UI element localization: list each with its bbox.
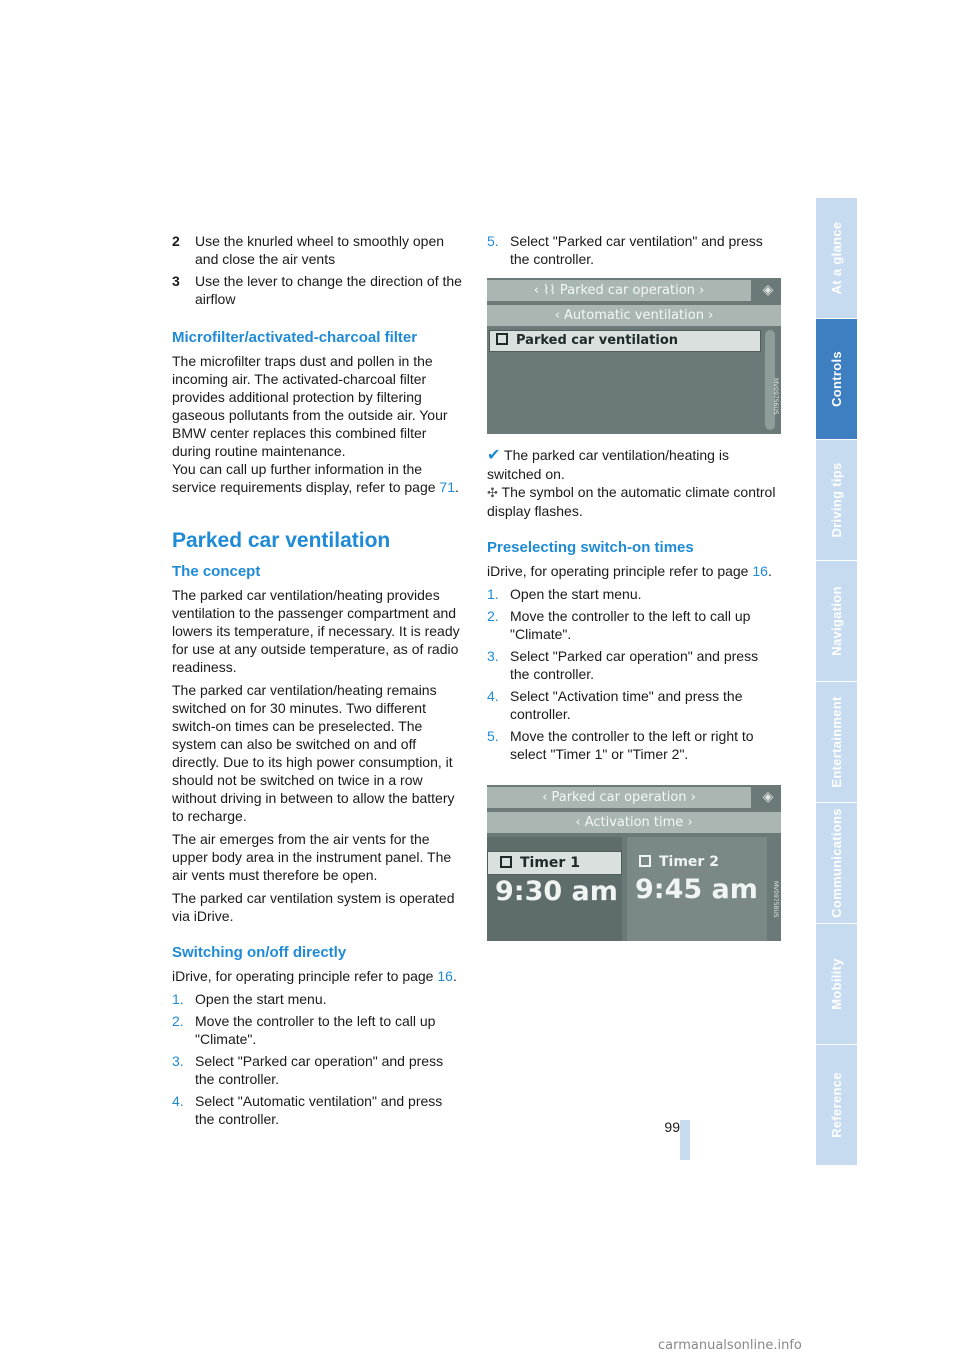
menu-bar-sub: [487, 305, 781, 326]
note-switched-on: [487, 446, 781, 483]
step-number: 2: [172, 233, 180, 249]
list-item: [172, 1012, 464, 1048]
timer-2-time: 9:45 am: [635, 874, 758, 905]
step-text: Move the controller to the left or right to select "Timer 1" or "Timer 2".: [510, 728, 754, 762]
tab-label: Controls: [828, 351, 844, 407]
timer-1-text: Timer 1: [520, 855, 580, 871]
list-item: [172, 272, 464, 308]
tab-controls[interactable]: [816, 319, 857, 439]
compass-icon: ◈: [762, 282, 774, 298]
menu-bar-sub: [487, 812, 781, 833]
timer-2-panel: [627, 837, 767, 941]
section-title: Parked car ventilation: [172, 529, 391, 552]
menu-title: Parked car operation: [559, 283, 695, 298]
step-text: Select "Parked car ventilation" and press the controller.: [510, 233, 763, 267]
footer-watermark: carmanualsonline.info: [658, 1338, 802, 1353]
list-item: [487, 687, 781, 723]
tab-label: At a glance: [828, 221, 844, 295]
tab-label: Navigation: [828, 586, 844, 656]
chevron-left-icon: ‹ ⌇⌇: [533, 283, 556, 298]
reference-end: .: [455, 479, 459, 495]
step-text: Select "Parked car operation" and press the controller.: [195, 1053, 444, 1087]
step-number: 3.: [487, 648, 499, 664]
page-link-16[interactable]: 16: [437, 968, 453, 984]
step-text: Open the start menu.: [510, 586, 642, 602]
note-symbol: [487, 483, 781, 520]
tab-communications[interactable]: [816, 803, 857, 923]
page-link-16[interactable]: 16: [752, 563, 768, 579]
step-number: 5.: [487, 728, 499, 744]
image-tag: MV09758US: [772, 881, 779, 918]
tab-label: Entertainment: [828, 696, 844, 788]
step-number: 2.: [172, 1013, 184, 1029]
list-item: [487, 607, 781, 643]
idrive-screen-ventilation: [487, 278, 781, 434]
tab-mobility[interactable]: [816, 924, 857, 1044]
preselect-heading: Preselecting switch-on times: [487, 539, 694, 556]
tab-label: Mobility: [828, 958, 844, 1010]
step-number: 1.: [172, 991, 184, 1007]
chevron-left-icon: ‹: [554, 308, 560, 323]
step-text: Select "Activation time" and press the controller.: [510, 688, 743, 722]
step-text: Move the controller to the left to call up "Climate".: [510, 608, 751, 642]
microfilter-paragraph: The microfilter traps dust and pollen in the incoming air. The activated-charcoal filter provides additional protection by filtering gaseous pollutants from the outside air. Your BMW center replaces this combined filter during routine maintenance.: [172, 353, 448, 459]
timer-2-text: Timer 2: [659, 854, 719, 870]
list-item: [487, 585, 781, 603]
menu-title: Parked car operation: [551, 790, 687, 805]
chevron-left-icon: ‹: [575, 815, 581, 830]
list-item: [172, 1052, 464, 1088]
list-item: [487, 727, 781, 763]
submenu-title: Automatic ventilation: [564, 308, 704, 323]
step-text: Select "Parked car operation" and press the controller.: [510, 648, 759, 682]
reference-text: You can call up further information in the service requirements display, refer to page: [172, 461, 440, 495]
list-item: [172, 232, 464, 268]
tab-label: Communications: [828, 808, 844, 918]
timer-2-label: [627, 851, 767, 873]
fan-icon: ✣: [487, 485, 498, 500]
concept-heading: The concept: [172, 563, 261, 580]
tab-label: Driving tips: [828, 462, 844, 538]
tab-navigation[interactable]: [816, 561, 857, 681]
image-tag: MV09756US: [772, 378, 779, 415]
concept-paragraph: The air emerges from the air vents for the upper body area in the instrument panel. The air vents must therefore be open.: [172, 831, 452, 883]
intro-text: iDrive, for operating principle refer to page: [172, 968, 438, 984]
timer-1-panel: [487, 837, 622, 941]
tab-at-a-glance[interactable]: [816, 198, 857, 318]
step-text: Use the lever to change the direction of the airflow: [195, 273, 462, 307]
timer-1-label: [487, 851, 622, 875]
left-column: [172, 232, 464, 1132]
chapter-tabs: [816, 198, 857, 1166]
selected-menu-item: [489, 330, 761, 352]
microfilter-heading: Microfilter/activated-charcoal filter: [172, 329, 418, 346]
step-text: Move the controller to the left to call up "Climate".: [195, 1013, 436, 1047]
chevron-right-icon: ›: [699, 283, 705, 298]
concept-paragraph: The parked car ventilation/heating remains switched on for 30 minutes. Two different switch-on times can be preselected. The system can also be switched on and off directly. Due to its high power consumption, it should not be switched on twice in a row without driving in between to allow the battery to recharge.: [172, 682, 455, 824]
tab-reference[interactable]: [816, 1045, 857, 1165]
tab-label: Reference: [828, 1072, 844, 1138]
compass-icon: ◈: [762, 789, 774, 805]
step-number: 1.: [487, 586, 499, 602]
step-number: 2.: [487, 608, 499, 624]
step-text: Select "Automatic ventilation" and press the controller.: [195, 1093, 443, 1127]
chevron-right-icon: ›: [687, 815, 693, 830]
page-marker: [680, 1120, 690, 1160]
intro-text: iDrive, for operating principle refer to page: [487, 563, 753, 579]
step-number: 4.: [172, 1093, 184, 1109]
switching-heading: Switching on/off directly: [172, 944, 347, 961]
timer-1-time: 9:30 am: [495, 876, 618, 907]
preselect-intro: [487, 562, 781, 580]
checkbox-icon: [496, 333, 508, 345]
intro-end: .: [452, 968, 457, 984]
list-item: [172, 990, 464, 1008]
chevron-left-icon: ‹: [542, 790, 548, 805]
step-text: Open the start menu.: [195, 991, 327, 1007]
step-number: 3.: [172, 1053, 184, 1069]
tab-entertainment[interactable]: [816, 682, 857, 802]
idrive-screen-timers: [487, 785, 781, 941]
menu-bar-top: [487, 280, 751, 301]
chevron-right-icon: ›: [708, 308, 714, 323]
right-column: [487, 232, 781, 953]
tab-driving-tips[interactable]: [816, 440, 857, 560]
list-item: [487, 647, 781, 683]
step-number: 3: [172, 273, 180, 289]
note-text: The parked car ventilation/heating is switched on.: [487, 447, 729, 482]
checkbox-icon: [500, 856, 512, 868]
switching-intro: [172, 967, 464, 985]
list-item: [172, 1092, 464, 1128]
page-number: 99: [664, 1119, 680, 1135]
step-number: 5.: [487, 233, 499, 249]
page-link-71[interactable]: 71: [439, 479, 455, 495]
note-text: The symbol on the automatic climate control display flashes.: [487, 484, 776, 519]
list-item: [487, 232, 781, 268]
chevron-right-icon: ›: [690, 790, 696, 805]
service-reference-paragraph: [172, 460, 464, 496]
menu-bar-top: [487, 787, 751, 808]
submenu-title: Activation time: [584, 815, 684, 830]
checkbox-icon: [639, 855, 651, 867]
intro-end: .: [767, 563, 772, 579]
concept-paragraph: The parked car ventilation system is operated via iDrive.: [172, 890, 455, 924]
step-text: Use the knurled wheel to smoothly open and close the air vents: [195, 233, 445, 267]
concept-paragraph: The parked car ventilation/heating provides ventilation to the passenger compartment and lowers its temperature, if necessary. It is ready for use at any outside temperature, as of radio readiness.: [172, 587, 460, 675]
selected-label: Parked car ventilation: [516, 333, 679, 348]
check-icon: ✔: [487, 447, 501, 464]
step-number: 4.: [487, 688, 499, 704]
